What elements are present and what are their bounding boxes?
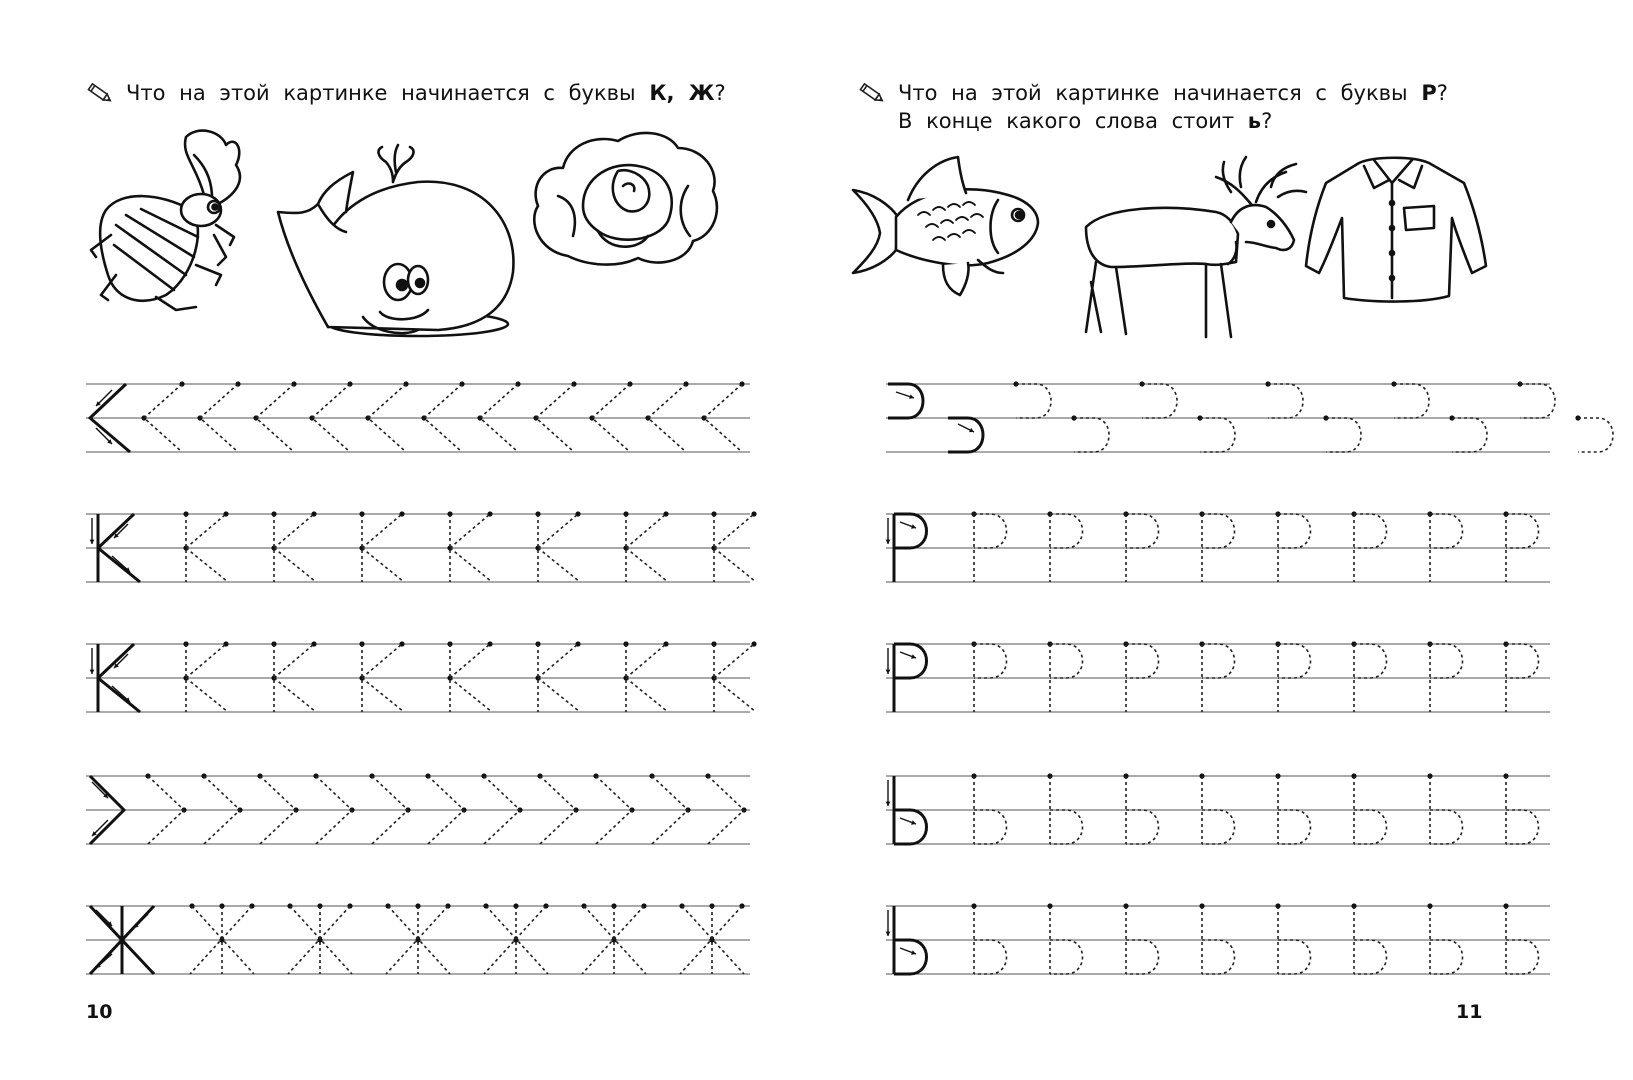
dotted-trace [1016,384,1051,418]
direction-arrow [112,686,130,702]
arrow-head [886,540,891,544]
dotted-trace [1520,384,1555,418]
page-number-left: 10 [86,1001,113,1023]
question-soft-sign: ь [1247,109,1262,133]
dotted-trace [1142,384,1177,418]
direction-arrow [96,910,112,926]
dotted-trace [1394,384,1429,418]
sample-stroke [888,384,923,418]
question-letter: Р [1421,81,1437,105]
left-tracing-rows [0,0,816,1080]
direction-arrow [886,648,891,674]
direction-arrow [900,652,916,659]
dotted-trace [1074,418,1109,452]
arrow-head [90,670,95,674]
direction-arrow [886,780,891,806]
dotted-trace [1326,418,1361,452]
direction-arrow [958,424,974,432]
dotted-trace [1452,418,1487,452]
direction-arrow [90,518,95,544]
dotted-trace [1200,418,1235,452]
direction-arrow [886,910,891,936]
question-left: Что на этой картинке начинается с буквы К, Ж? [126,81,726,105]
direction-arrow [90,648,95,674]
right-tracing-rows [816,0,1632,1080]
question-letters: К, Ж [649,81,715,105]
direction-arrow [900,948,916,955]
direction-arrow [900,522,916,529]
arrow-head [886,670,891,674]
arrow-head [90,540,95,544]
direction-arrow [886,518,891,544]
dotted-trace [1268,384,1303,418]
left-page [0,0,816,1080]
sample-stroke [948,418,983,452]
direction-arrow [112,556,130,572]
arrow-head [886,932,891,936]
direction-arrow [900,818,916,825]
right-page [816,0,1632,1080]
direction-arrow [96,954,112,968]
arrow-head [886,802,891,806]
direction-arrow [134,914,148,928]
direction-arrow [896,392,914,399]
question-right: Что на этой картинке начинается с буквы Р? В конце какого слова стоит ь? [898,81,1448,133]
dotted-trace [1578,418,1613,452]
page-number-right: 11 [1456,1001,1483,1023]
